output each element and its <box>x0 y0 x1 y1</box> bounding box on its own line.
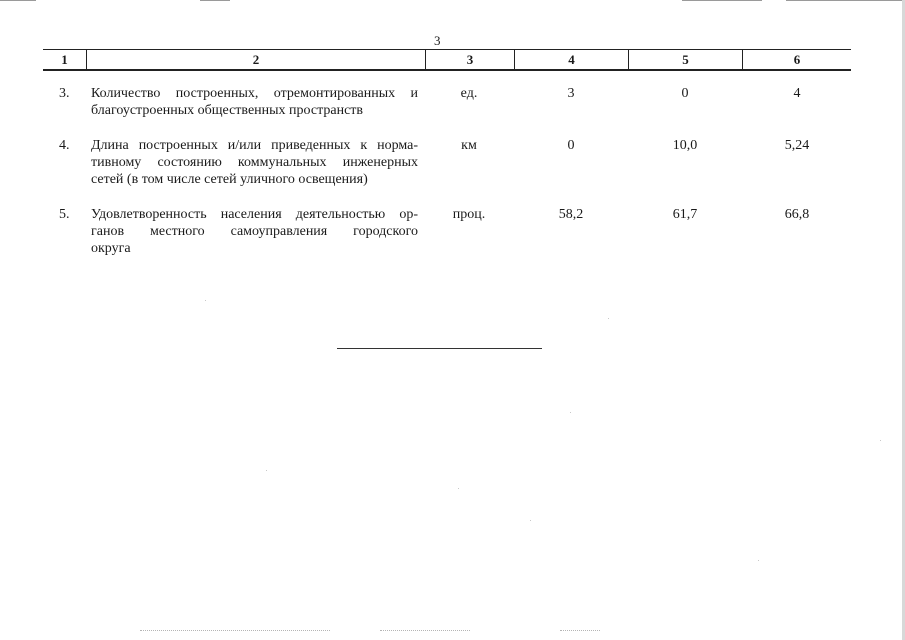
row-unit: проц. <box>452 207 486 222</box>
row-value-col4: 58,2 <box>558 207 584 222</box>
row-value-col5: 61,7 <box>672 207 698 222</box>
row-description-line: благоустроенных общественных пространств <box>91 103 364 118</box>
row-value-col4: 3 <box>567 86 575 101</box>
scan-speck <box>758 560 759 561</box>
scan-speck <box>608 318 609 319</box>
row-value-col6: 5,24 <box>784 138 810 153</box>
row-description <box>91 206 418 257</box>
row-description-line: Удовлетворенность населения деятельностью ор- <box>91 207 418 222</box>
row-description <box>91 85 418 119</box>
row-value-col6: 66,8 <box>784 207 810 222</box>
header-col-1: 1 <box>61 52 68 67</box>
row-description-line: Длина построенных и/или приведенных к норма- <box>91 138 418 153</box>
table-header-row <box>43 49 851 71</box>
row-description-line: Количество построенных, отремонтированных и <box>91 86 418 101</box>
row-description-line: ганов местного самоуправления городского <box>91 224 418 239</box>
row-value-col6: 4 <box>793 86 801 101</box>
scan-speck <box>266 470 267 471</box>
scan-speck <box>570 412 571 413</box>
row-description-line: сетей (в том числе сетей уличного освещения) <box>91 172 368 187</box>
row-unit: км <box>461 138 477 153</box>
scan-speck <box>880 440 881 441</box>
row-number: 3. <box>59 86 70 101</box>
scan-edge-top <box>0 0 905 2</box>
page-number: 3 <box>434 33 441 48</box>
row-value-col4: 0 <box>567 138 575 153</box>
row-number: 4. <box>59 138 70 153</box>
header-col-4: 4 <box>514 50 628 69</box>
row-description-line: округа <box>91 241 131 256</box>
header-col-2: 2 <box>86 50 425 69</box>
scan-speck <box>205 300 206 301</box>
row-description-line: тивному состоянию коммунальных инженерных <box>91 155 418 170</box>
header-col-6: 6 <box>742 50 851 69</box>
scan-speck <box>530 520 531 521</box>
header-col-3: 3 <box>425 50 514 69</box>
row-value-col5: 10,0 <box>672 138 698 153</box>
row-value-col5: 0 <box>681 86 689 101</box>
scan-speck <box>458 488 459 489</box>
row-unit: ед. <box>460 86 478 101</box>
scan-edge-bottom <box>0 630 905 634</box>
row-number: 5. <box>59 207 70 222</box>
header-col-5: 5 <box>628 50 742 69</box>
row-description <box>91 137 418 188</box>
closing-rule <box>337 348 542 349</box>
